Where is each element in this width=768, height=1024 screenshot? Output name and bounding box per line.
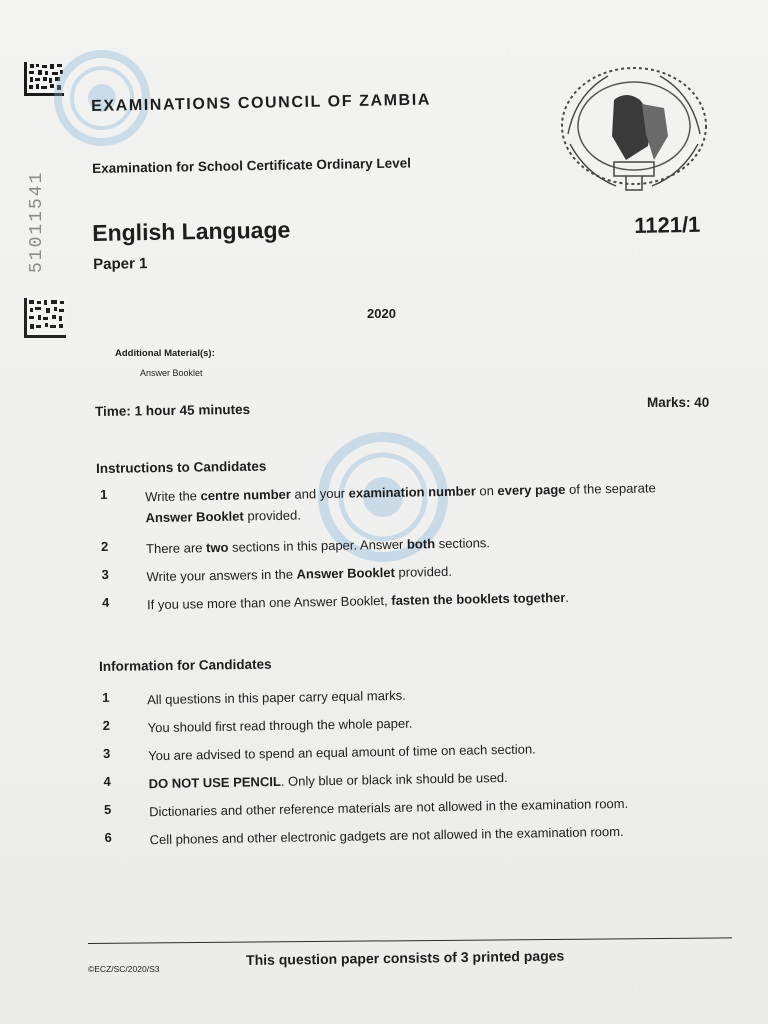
exam-level: Examination for School Certificate Ordinary Level xyxy=(92,155,412,176)
side-serial-number: 51011541 xyxy=(27,170,47,273)
paper-number: Paper 1 xyxy=(93,255,148,273)
barcode-icon xyxy=(24,298,66,338)
item-text: DO NOT USE PENCIL. Only blue or black ink should be used. xyxy=(148,769,508,792)
list-item xyxy=(100,529,701,557)
footer-page-count: This question paper consists of 3 printed pages xyxy=(246,947,565,968)
item-number: 6 xyxy=(104,829,112,845)
item-number: 2 xyxy=(102,717,110,733)
item-text: Write the centre number and your examination number on every page of the separate Answer Booklet provided. xyxy=(145,480,656,526)
instructions-heading: Instructions to Candidates xyxy=(96,458,267,476)
item-number: 2 xyxy=(100,538,109,554)
item-number: 4 xyxy=(103,773,111,789)
time-allowed: Time: 1 hour 45 minutes xyxy=(95,401,251,419)
item-number: 4 xyxy=(101,594,110,610)
item-text: You should first read through the whole paper. xyxy=(147,715,413,736)
item-number: 1 xyxy=(102,689,110,705)
item-text: You are advised to spend an equal amount of time on each section. xyxy=(148,741,536,764)
item-text: All questions in this paper carry equal marks. xyxy=(147,687,406,708)
council-name: EXAMINATIONS COUNCIL OF ZAMBIA xyxy=(91,91,432,115)
paper-code: 1121/1 xyxy=(634,211,701,238)
item-number: 3 xyxy=(101,566,109,582)
footer-code: ©ECZ/SC/2020/S3 xyxy=(88,964,160,974)
list-item xyxy=(100,477,701,529)
total-marks: Marks: 40 xyxy=(647,395,710,410)
item-text: Dictionaries and other reference materials are not allowed in the examination room. xyxy=(149,795,629,820)
item-text: Write your answers in the Answer Booklet provided. xyxy=(146,563,453,585)
item-text: There are two sections in this paper. Answer both sections. xyxy=(145,535,491,557)
footer-divider xyxy=(88,937,732,944)
information-heading: Information for Candidates xyxy=(99,656,272,674)
exam-year: 2020 xyxy=(367,306,396,321)
additional-materials-label: Additional Material(s): xyxy=(115,348,215,359)
ecz-crest-icon xyxy=(556,64,712,200)
item-text: Cell phones and other electronic gadgets are not allowed in the examination room. xyxy=(149,823,624,848)
information-list xyxy=(102,679,725,860)
subject-title: English Language xyxy=(92,216,291,246)
item-number: 3 xyxy=(102,745,111,761)
item-number: 1 xyxy=(100,486,108,502)
item-number: 5 xyxy=(103,801,112,817)
additional-materials-value: Answer Booklet xyxy=(140,368,203,378)
list-item xyxy=(102,680,702,708)
item-text: If you use more than one Answer Booklet, fasten the booklets together. xyxy=(146,589,570,613)
instructions-list xyxy=(100,476,722,627)
